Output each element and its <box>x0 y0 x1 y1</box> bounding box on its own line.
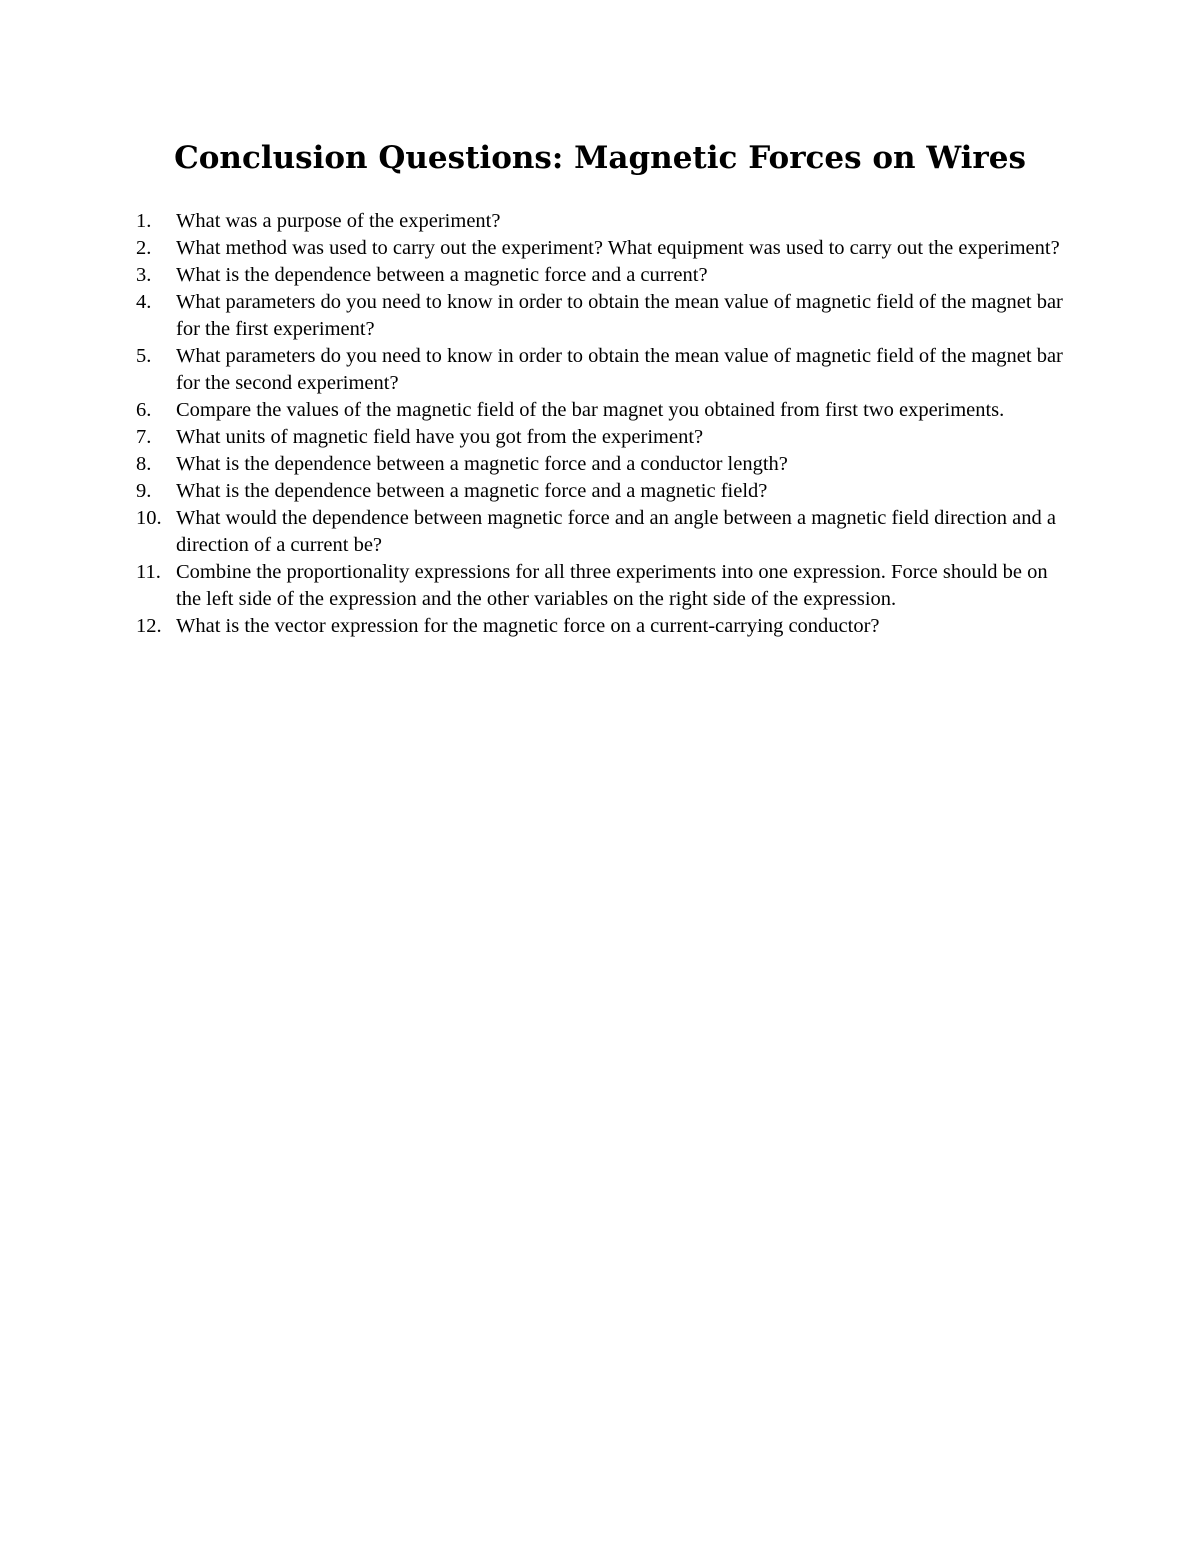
question-number: 9. <box>136 480 152 502</box>
question-text: What would the dependence between magnetic force and an angle between a magnetic field direction and a direction of a current be? <box>176 507 1056 556</box>
list-item <box>136 289 1076 343</box>
list-item <box>136 478 1076 505</box>
list-item <box>136 235 1076 262</box>
page-title: Conclusion Questions: Magnetic Forces on Wires <box>174 140 1026 176</box>
list-item <box>136 613 1076 640</box>
question-text: What was a purpose of the experiment? <box>176 210 501 232</box>
question-text: What parameters do you need to know in order to obtain the mean value of magnetic field of the magnet bar for the second experiment? <box>176 345 1063 394</box>
question-number: 10. <box>136 507 162 529</box>
question-number: 12. <box>136 615 162 637</box>
question-text: What method was used to carry out the experiment? What equipment was used to carry out the experiment? <box>176 237 1060 259</box>
question-text: What is the vector expression for the magnetic force on a current-carrying conductor? <box>176 615 880 637</box>
list-item <box>136 505 1076 559</box>
list-item <box>136 208 1076 235</box>
question-number: 1. <box>136 210 152 232</box>
list-item <box>136 343 1076 397</box>
question-text: What parameters do you need to know in order to obtain the mean value of magnetic field of the magnet bar for the first experiment? <box>176 291 1063 340</box>
question-number: 2. <box>136 237 152 259</box>
question-text: What units of magnetic field have you got from the experiment? <box>176 426 704 448</box>
question-number: 8. <box>136 453 152 475</box>
question-number: 3. <box>136 264 152 286</box>
list-item <box>136 559 1076 613</box>
question-text: Combine the proportionality expressions for all three experiments into one expression. Force should be on the left side of the expression and the other variables on the right side of the expression. <box>176 561 1048 610</box>
question-number: 5. <box>136 345 152 367</box>
question-list <box>136 208 1076 640</box>
list-item <box>136 451 1076 478</box>
list-item <box>136 424 1076 451</box>
question-number: 4. <box>136 291 152 313</box>
list-item <box>136 397 1076 424</box>
list-item <box>136 262 1076 289</box>
question-text: What is the dependence between a magnetic force and a conductor length? <box>176 453 788 475</box>
question-text: What is the dependence between a magnetic force and a current? <box>176 264 708 286</box>
question-number: 11. <box>136 561 161 583</box>
question-number: 6. <box>136 399 152 421</box>
question-text: What is the dependence between a magnetic force and a magnetic field? <box>176 480 768 502</box>
question-number: 7. <box>136 426 152 448</box>
question-text: Compare the values of the magnetic field of the bar magnet you obtained from first two experiments. <box>176 399 1005 421</box>
